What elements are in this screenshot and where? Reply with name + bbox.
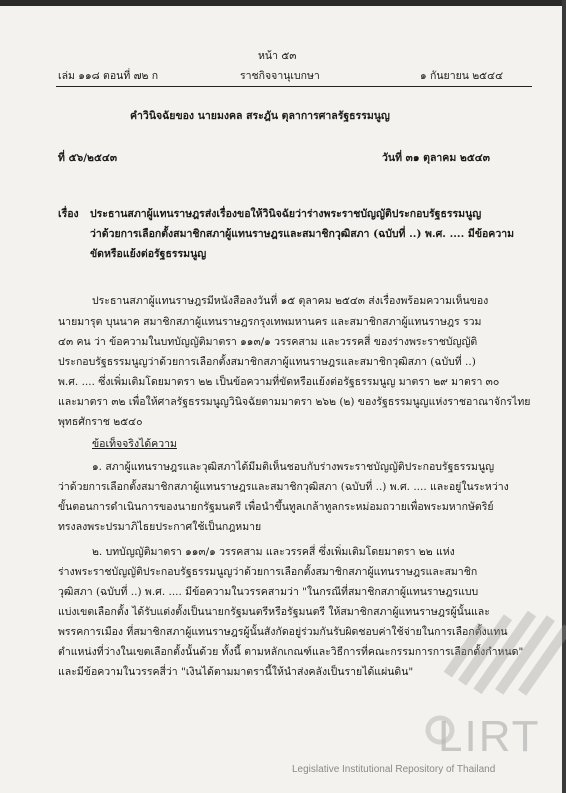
body-line: และมาตรา ๓๒ เพื่อให้ศาลรัฐธรรมนูญวินิจฉัยตามมาตรา ๒๖๒ (๒) ของรัฐธรรมนูญแห่งราชอาณาจักรไทย	[58, 396, 531, 408]
header-gazette: ราชกิจจานุเบกษา	[240, 70, 320, 82]
lirt-watermark-caption: Legislative Institutional Repository of Thailand	[292, 764, 496, 775]
body-line: ๔๓ คน ว่า ข้อความในบทบัญญัติมาตรา ๑๑๓/๑ วรรคสาม และวรรคสี่ ของร่างพระราชบัญญัติ	[58, 336, 478, 348]
body-line: นายมารุต บุนนาค สมาชิกสภาผู้แทนราษฎรกรุงเทพมหานคร และสมาชิกสภาผู้แทนราษฎร รวม	[58, 316, 482, 328]
facts-heading: ข้อเท็จจริงได้ความ	[92, 438, 177, 450]
body-line: และมีข้อความในวรรคสี่ว่า "เงินได้ตามมาตรานี้ให้นำส่งคลังเป็นรายได้แผ่นดิน"	[58, 666, 414, 678]
header-page-number: หน้า ๕๓	[258, 50, 297, 62]
body-line: ทรงลงพระปรมาภิไธยประกาศใช้เป็นกฎหมาย	[58, 521, 262, 533]
body-line: พ.ศ. .... ซึ่งเพิ่มเติมโดยมาตรา ๒๒ เป็นข้อความที่ขัดหรือแย้งต่อรัฐธรรมนูญ มาตรา ๒๙ มาตรา ๓๐	[58, 376, 500, 388]
scan-edge-top	[0, 0, 566, 6]
case-date: วันที่ ๓๑ ตุลาคม ๒๕๔๓	[382, 152, 490, 164]
body-line: ว่าด้วยการเลือกตั้งสมาชิกสภาผู้แทนราษฎรและสมาชิกวุฒิสภา (ฉบับที่ ..) พ.ศ. .... และอยู่ในระหว่าง	[58, 481, 509, 493]
body-line: ๒. บทบัญญัติมาตรา ๑๑๓/๑ วรรคสาม และวรรคสี่ ซึ่งเพิ่มเติมโดยมาตรา ๒๒ แห่ง	[92, 546, 455, 558]
body-line: ตำแหน่งที่ว่างในเขตเลือกตั้งนั้นด้วย ทั้งนี้ ตามหลักเกณฑ์และวิธีการที่คณะกรรมการการเลือกตั้งกำหนด"	[58, 646, 524, 658]
header-volume: เล่ม ๑๑๘ ตอนที่ ๗๒ ก	[58, 70, 159, 82]
body-line: ประกอบรัฐธรรมนูญว่าด้วยการเลือกตั้งสมาชิกสภาผู้แทนราษฎรและสมาชิกวุฒิสภา (ฉบับที่ ..)	[58, 356, 476, 368]
body-line: ขั้นตอนการดำเนินการของนายกรัฐมนตรี เพื่อนำขึ้นทูลเกล้าทูลกระหม่อมถวายเพื่อพระมหากษัตริย์	[58, 501, 494, 513]
subject-line-3: ขัดหรือแย้งต่อรัฐธรรมนูญ	[90, 248, 207, 260]
header-date: ๑ กันยายน ๒๕๔๔	[420, 70, 504, 82]
body-line: วุฒิสภา (ฉบับที่ ..) พ.ศ. .... มีข้อความในวรรคสามว่า "ในกรณีที่สมาชิกสภาผู้แทนราษฎรแบบ	[58, 586, 479, 598]
body-line: พรรคการเมือง ที่สมาชิกสภาผู้แทนราษฎรผู้นั้นสังกัดอยู่ร่วมกันรับผิดชอบค่าใช้จ่ายในการเลือกตั้งแทน	[58, 626, 508, 638]
header-rule	[56, 86, 532, 87]
body-line: ประธานสภาผู้แทนราษฎรมีหนังสือลงวันที่ ๑๕ ตุลาคม ๒๕๔๓ ส่งเรื่องพร้อมความเห็นของ	[92, 295, 489, 307]
subject-label: เรื่อง	[58, 208, 79, 220]
lirt-watermark-logo: LIRT	[438, 712, 541, 761]
subject-line-1: ประธานสภาผู้แทนราษฎรส่งเรื่องขอให้วินิจฉัยว่าร่างพระราชบัญญัติประกอบรัฐธรรมนูญ	[90, 208, 482, 220]
body-line: แบ่งเขตเลือกตั้ง ได้รับแต่งตั้งเป็นนายกรัฐมนตรีหรือรัฐมนตรี ให้สมาชิกสภาผู้แทนราษฎรผู้นั้นและ	[58, 606, 490, 618]
body-line: ร่างพระราชบัญญัติประกอบรัฐธรรมนูญว่าด้วยการเลือกตั้งสมาชิกสภาผู้แทนราษฎรและสมาชิก	[58, 566, 478, 578]
subject-line-2: ว่าด้วยการเลือกตั้งสมาชิกสภาผู้แทนราษฎรและสมาชิกวุฒิสภา (ฉบับที่ ..) พ.ศ. .... มีข้อความ	[90, 228, 515, 240]
case-number: ที่ ๕๖/๒๕๔๓	[58, 152, 118, 164]
decision-title: คำวินิจฉัยของ นายมงคล สระฎัน ตุลาการศาลรัฐธรรมนูญ	[130, 110, 390, 122]
body-line: พุทธศักราช ๒๕๔๐	[58, 416, 143, 428]
body-line: ๑. สภาผู้แทนราษฎรและวุฒิสภาได้มีมติเห็นชอบกับร่างพระราชบัญญัติประกอบรัฐธรรมนูญ	[92, 461, 495, 473]
